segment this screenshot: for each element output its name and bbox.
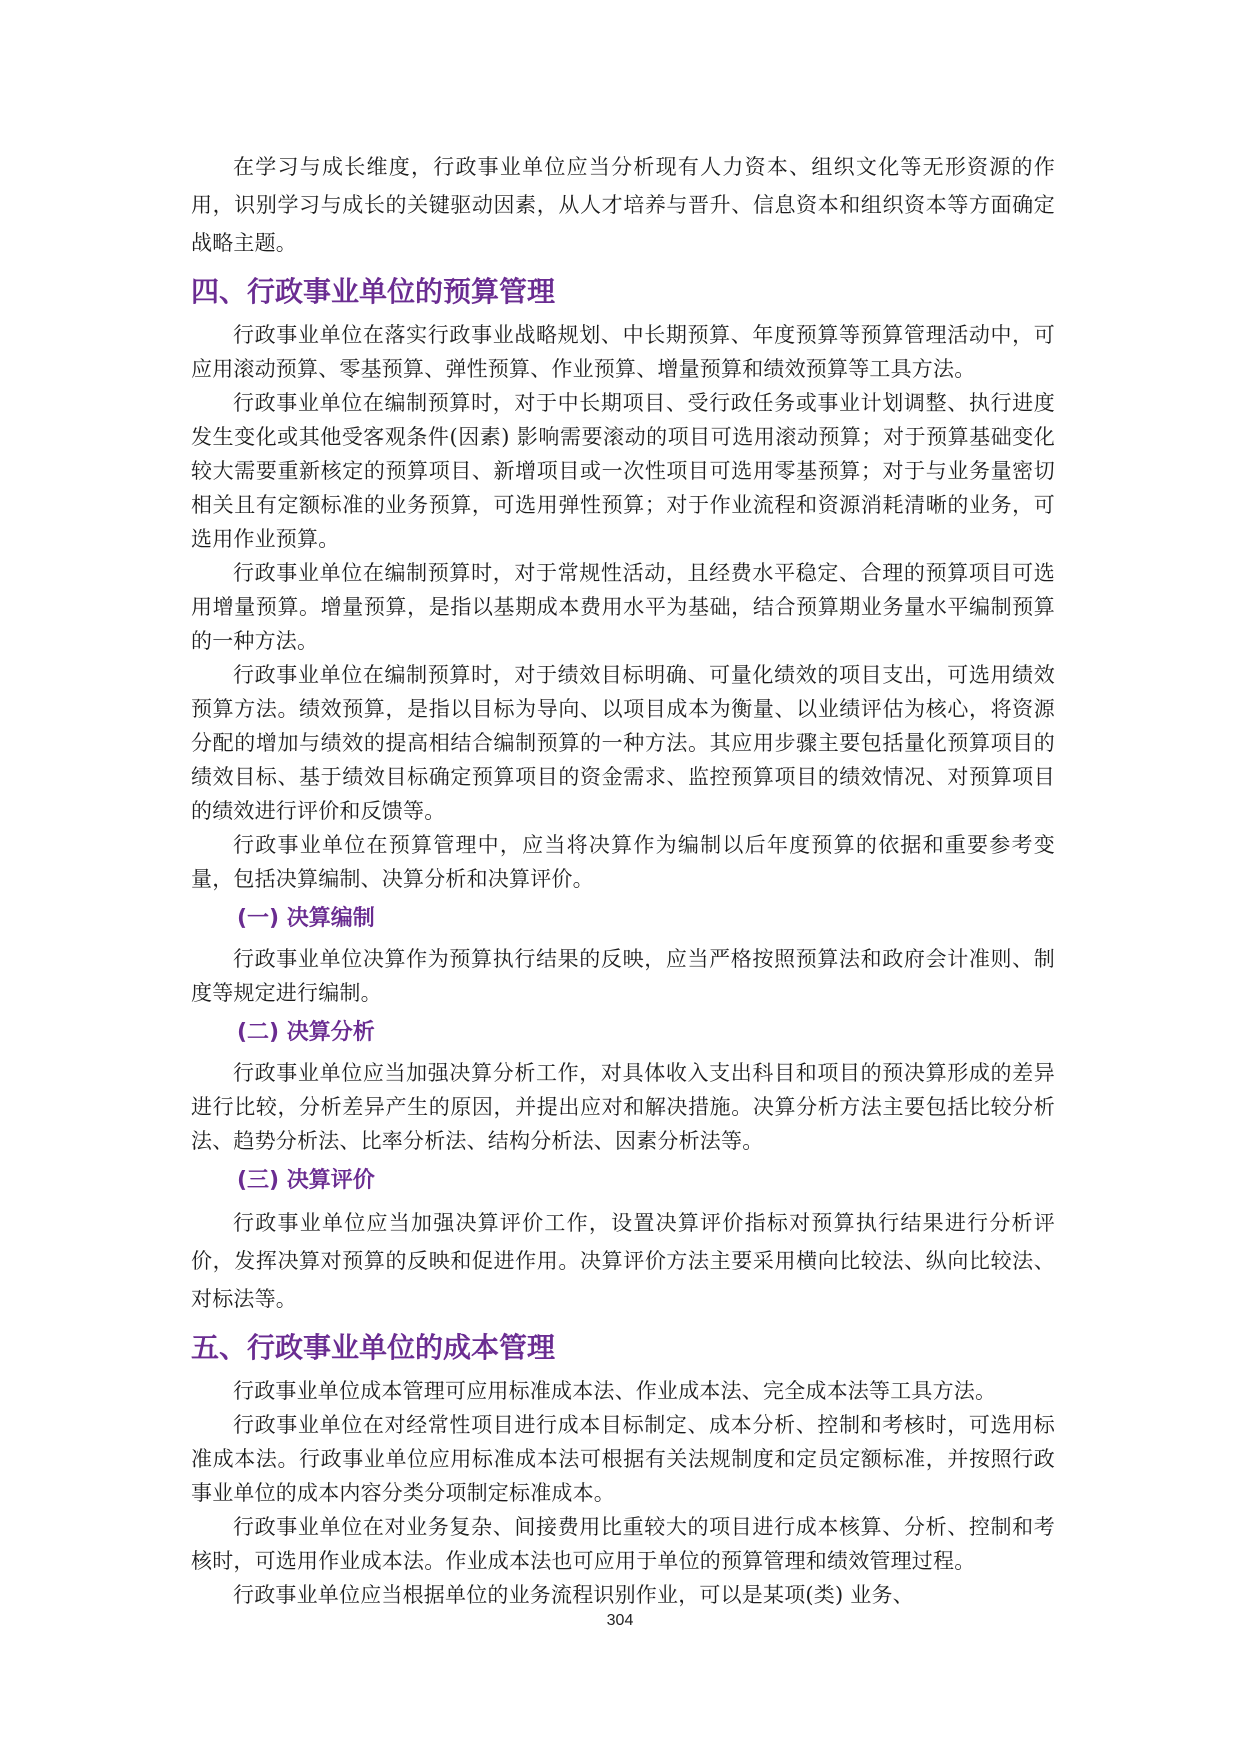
paragraph: 行政事业单位应当加强决算分析工作，对具体收入支出科目和项目的预决算形成的差异进行比较，分析差异产生的原因，并提出应对和解决措施。决算分析方法主要包括比较分析法、趋势分析法、比率分析法、结构分析法、因素分析法等。 [191,1061,1055,1153]
section-heading-cost-management: 五、行政事业单位的成本管理 [191,1331,556,1364]
paragraph: 行政事业单位在编制预算时，对于常规性活动，且经费水平稳定、合理的预算项目可选用增量预算。增量预算，是指以基期成本费用水平为基础，结合预算期业务量水平编制预算的一种方法。 [191,561,1055,653]
paragraph: 行政事业单位在对经常性项目进行成本目标制定、成本分析、控制和考核时，可选用标准成本法。行政事业单位应用标准成本法可根据有关法规制度和定员定额标准，并按照行政事业单位的成本内容分类分项制定标准成本。 [191,1413,1055,1505]
paragraph: 行政事业单位在编制预算时，对于绩效目标明确、可量化绩效的项目支出，可选用绩效预算方法。绩效预算，是指以目标为导向、以项目成本为衡量、以业绩评估为核心，将资源分配的增加与绩效的提高相结合编制预算的一种方法。其应用步骤主要包括量化预算项目的绩效目标、基于绩效目标确定预算项目的资金需求、监控预算项目的绩效情况、对预算项目的绩效进行评价和反馈等。 [191,663,1055,823]
paragraph: 行政事业单位在对业务复杂、间接费用比重较大的项目进行成本核算、分析、控制和考核时，可选用作业成本法。作业成本法也可应用于单位的预算管理和绩效管理过程。 [191,1515,1055,1573]
page-number: 304 [606,1612,634,1629]
paragraph: 行政事业单位应当根据单位的业务流程识别作业，可以是某项(类) 业务、 [233,1583,914,1607]
subheading-final-accounts-analysis: (二) 决算分析 [237,1020,375,1045]
paragraph: 行政事业单位决算作为预算执行结果的反映，应当严格按照预算法和政府会计准则、制度等规定进行编制。 [191,947,1055,1005]
page-content [191,148,1055,1612]
subheading-final-accounts-evaluation: (三) 决算评价 [237,1168,375,1193]
paragraph: 行政事业单位在编制预算时，对于中长期项目、受行政任务或事业计划调整、执行进度发生变化或其他受客观条件(因素) 影响需要滚动的项目可选用滚动预算；对于预算基础变化较大需要重新核定的预算项目、新增项目或一次性项目可选用零基预算；对于与业务量密切相关且有定额标准的业务预算，可选用弹性预算；对于作业流程和资源消耗清晰的业务，可选用作业预算。 [191,391,1055,551]
paragraph: 行政事业单位在预算管理中，应当将决算作为编制以后年度预算的依据和重要参考变量，包括决算编制、决算分析和决算评价。 [191,833,1055,891]
subheading-final-accounts-preparation: (一) 决算编制 [237,906,375,931]
paragraph: 行政事业单位应当加强决算评价工作，设置决算评价指标对预算执行结果进行分析评价，发挥决算对预算的反映和促进作用。决算评价方法主要采用横向比较法、纵向比较法、对标法等。 [191,1211,1055,1311]
paragraph: 行政事业单位在落实行政事业战略规划、中长期预算、年度预算等预算管理活动中，可应用滚动预算、零基预算、弹性预算、作业预算、增量预算和绩效预算等工具方法。 [191,323,1055,381]
section-heading-budget-management: 四、行政事业单位的预算管理 [191,275,556,308]
paragraph: 行政事业单位成本管理可应用标准成本法、作业成本法、完全成本法等工具方法。 [233,1379,997,1403]
paragraph-learning-growth: 在学习与成长维度，行政事业单位应当分析现有人力资本、组织文化等无形资源的作用，识别学习与成长的关键驱动因素，从人才培养与晋升、信息资本和组织资本等方面确定战略主题。 [191,155,1055,255]
